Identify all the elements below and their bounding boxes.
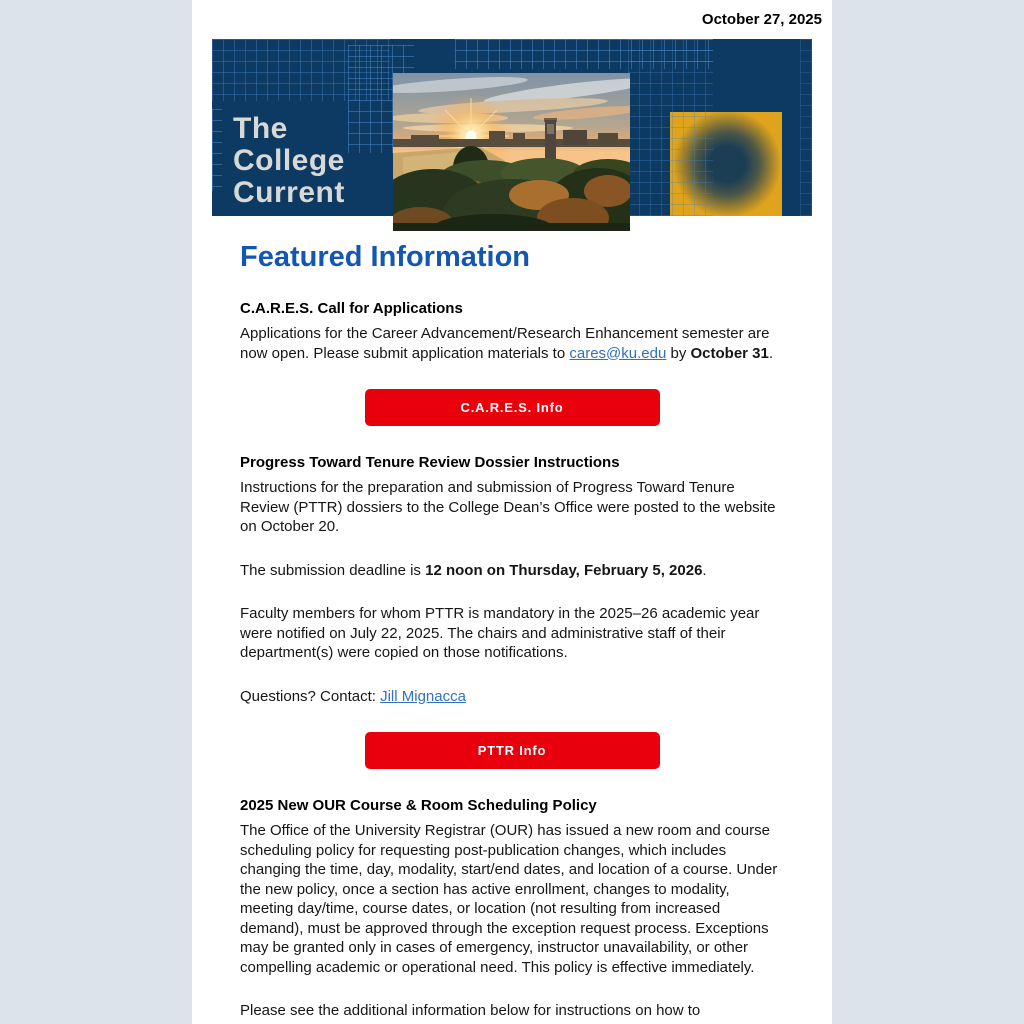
section-paragraph bbox=[240, 324, 784, 363]
section-title: 2025 New OUR Course & Room Scheduling Policy bbox=[240, 797, 597, 814]
grid-pattern bbox=[628, 39, 713, 216]
newsletter-title-line: The bbox=[233, 112, 288, 145]
newsletter-title-line: College bbox=[233, 144, 345, 177]
text-segment: . bbox=[702, 561, 707, 579]
section-paragraph bbox=[240, 561, 784, 581]
pttr-info-button[interactable]: PTTR Info bbox=[365, 732, 660, 769]
section-paragraph bbox=[240, 1001, 784, 1021]
section-paragraph bbox=[240, 687, 784, 707]
newsletter-content bbox=[192, 243, 832, 1024]
text-segment: Please see the additional information below for instructions on how to bbox=[240, 1002, 701, 1019]
masthead-banner bbox=[212, 39, 812, 216]
section-paragraph bbox=[240, 821, 784, 977]
text-segment: Faculty members for whom PTTR is mandatory in the 2025–26 academic year were notified on July 22, 2025. The chairs and administrative staff of their department(s) were copied on those notifications. bbox=[240, 605, 760, 661]
bold-text: October 31 bbox=[690, 344, 769, 362]
newsletter-title bbox=[233, 113, 345, 209]
text-segment: Instructions for the preparation and submission of Progress Toward Tenure Review (PTTR) dossiers to the College Dean’s Office were posted to the website on October 20. bbox=[240, 479, 776, 535]
text-segment: The submission deadline is bbox=[240, 561, 426, 579]
button-row bbox=[240, 389, 784, 426]
section-title: Progress Toward Tenure Review Dossier Instructions bbox=[240, 454, 620, 471]
page-title: Featured Information bbox=[240, 241, 531, 273]
issue-date: October 27, 2025 bbox=[701, 11, 822, 28]
section-title: C.A.R.E.S. Call for Applications bbox=[240, 300, 463, 317]
campus-sunset-photo bbox=[393, 73, 630, 231]
text-segment: Questions? Contact: bbox=[240, 687, 381, 705]
newsletter-title-line: Current bbox=[233, 176, 345, 209]
grid-pattern bbox=[800, 39, 812, 216]
section-paragraph bbox=[240, 478, 784, 537]
text-segment: The Office of the University Registrar (OUR) has issued a new room and course scheduling policy for requesting post-publication changes, which includes changing the time, day, modality, start/end dates, and location of a course. Under the new policy, once a section has active enrollment, changes to modality, meeting day/time, course dates, or location (not resulting from increased demand), must be approved through the exception request process. Exceptions may be granted only in cases of emergency, instructor unavailability, or other compelling academic or operational need. This policy is effective immediately. bbox=[240, 822, 778, 976]
banner-background bbox=[212, 39, 812, 216]
text-segment: Applications for the Career Advancement/Research Enhancement semester are now open. Please submit application materials to bbox=[240, 325, 770, 362]
button-row bbox=[240, 732, 784, 769]
section-our-policy bbox=[240, 796, 784, 1021]
text-segment: by bbox=[666, 344, 691, 362]
cares-info-button[interactable]: C.A.R.E.S. Info bbox=[365, 389, 660, 426]
campus-sunset-photo-art bbox=[393, 73, 630, 231]
inline-link[interactable]: Jill Mignacca bbox=[380, 687, 466, 705]
section-pttr bbox=[240, 453, 784, 769]
section-paragraph bbox=[240, 604, 784, 663]
section-cares bbox=[240, 299, 784, 426]
bold-text: 12 noon on Thursday, February 5, 2026 bbox=[425, 561, 703, 579]
text-segment: . bbox=[768, 344, 774, 362]
grid-pattern bbox=[212, 109, 222, 191]
newsletter-body bbox=[192, 0, 832, 1024]
inline-link[interactable]: cares@ku.edu bbox=[569, 344, 667, 362]
